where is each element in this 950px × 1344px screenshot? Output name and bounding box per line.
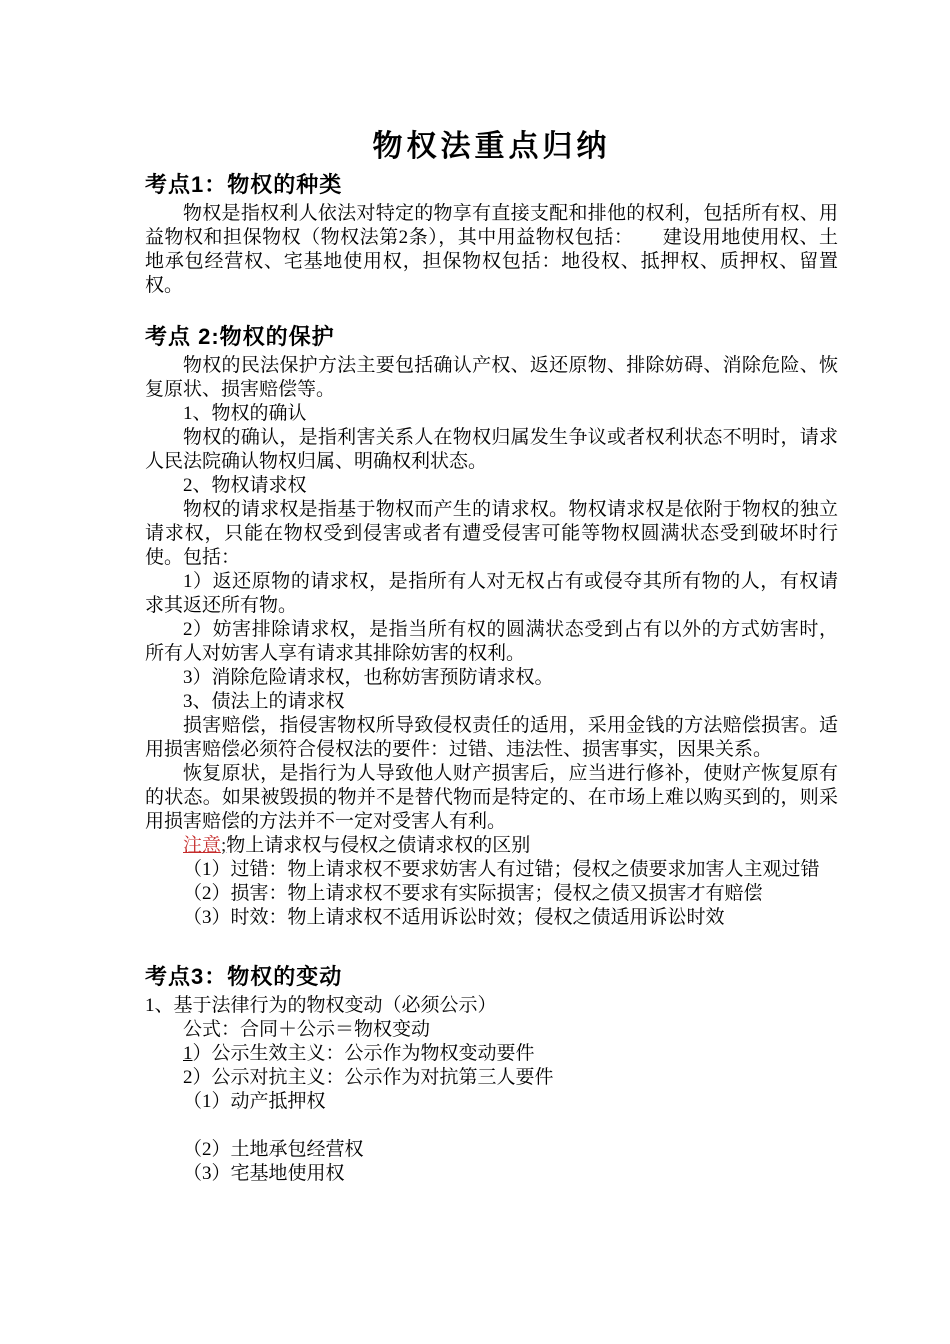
formula-line: 公式：合同＋公示＝物权变动 [183, 1019, 431, 1040]
paragraph: 物权是指权利人依法对特定的物享有直接支配和排他的权利，包括所有权、用益物权和担保物权（物权法第2条），其中用益物权包括： 建设用地使用权、土地承包经营权、宅基地使用权，担保物权包括：地役权、抵押权、质押权、留置权。 [145, 203, 838, 296]
list-item: （2）损害：物上请求权不要求有实际损害；侵权之债又损害才有赔偿 [183, 883, 763, 904]
list-item: 1、物权的确认 [183, 403, 307, 424]
list-item: 3、债法上的请求权 [183, 691, 345, 712]
paragraph: 物权的请求权是指基于物权而产生的请求权。物权请求权是依附于物权的独立请求权，只能在物权受到侵害或者有遭受侵害可能等物权圆满状态受到破坏时行使。包括： [145, 499, 838, 568]
paragraph: 物权的确认，是指利害关系人在物权归属发生争议或者权利状态不明时，请求人民法院确认物权归属、明确权利状态。 [145, 427, 838, 472]
note-label: 注意 [183, 835, 222, 856]
list-item: 2、物权请求权 [183, 475, 307, 496]
list-item: 2）妨害排除请求权，是指当所有权的圆满状态受到占有以外的方式妨害时，所有人对妨害人享有请求其排除妨害的权利。 [145, 619, 838, 664]
list-item: （2）土地承包经营权 [183, 1139, 364, 1160]
list-item: 3）消除危险请求权，也称妨害预防请求权。 [183, 667, 554, 688]
list-item: （1）动产抵押权 [183, 1091, 326, 1112]
list-item [145, 1042, 838, 1066]
list-item: （1）过错：物上请求权不要求妨害人有过错；侵权之债要求加害人主观过错 [183, 859, 820, 880]
underlined-number: 1 [183, 1043, 193, 1064]
section-kaodian-2 [145, 322, 838, 930]
document-title: 物权法重点归纳 [372, 130, 611, 163]
section-kaodian-1 [145, 170, 838, 298]
note-separator: ; [221, 835, 227, 856]
section-1-heading: 考点1：物权的种类 [145, 172, 343, 197]
section-2-heading: 考点 2:物权的保护 [145, 324, 335, 349]
note-text: 物上请求权与侵权之债请求权的区别 [226, 835, 531, 856]
list-item: （3）时效：物上请求权不适用诉讼时效；侵权之债适用诉讼时效 [183, 907, 725, 928]
list-item: 1）返还原物的请求权，是指所有人对无权占有或侵夺其所有物的人，有权请求其返还所有物。 [145, 571, 838, 616]
paragraph: 损害赔偿，指侵害物权所导致侵权责任的适用，采用金钱的方法赔偿损害。适用损害赔偿必须符合侵权法的要件：过错、违法性、损害事实，因果关系。 [145, 715, 838, 760]
blank-line [145, 1114, 838, 1138]
paragraph: 物权的民法保护方法主要包括确认产权、返还原物、排除妨碍、消除危险、恢复原状、损害赔偿等。 [145, 355, 838, 400]
paragraph: 恢复原状，是指行为人导致他人财产损害后，应当进行修补，使财产恢复原有的状态。如果被毁损的物并不是替代物而是特定的、在市场上难以购买到的，则采用损害赔偿的方法并不一定对受害人有利。 [145, 763, 838, 832]
note-paragraph [145, 834, 838, 858]
list-item-text: ）公示生效主义：公示作为物权变动要件 [192, 1043, 535, 1064]
list-item: 2）公示对抗主义：公示作为对抗第三人要件 [183, 1067, 554, 1088]
list-item: 1、基于法律行为的物权变动（必须公示） [145, 995, 497, 1016]
section-kaodian-3 [145, 962, 838, 1186]
list-item: （3）宅基地使用权 [183, 1163, 345, 1184]
section-3-heading: 考点3：物权的变动 [145, 964, 343, 989]
